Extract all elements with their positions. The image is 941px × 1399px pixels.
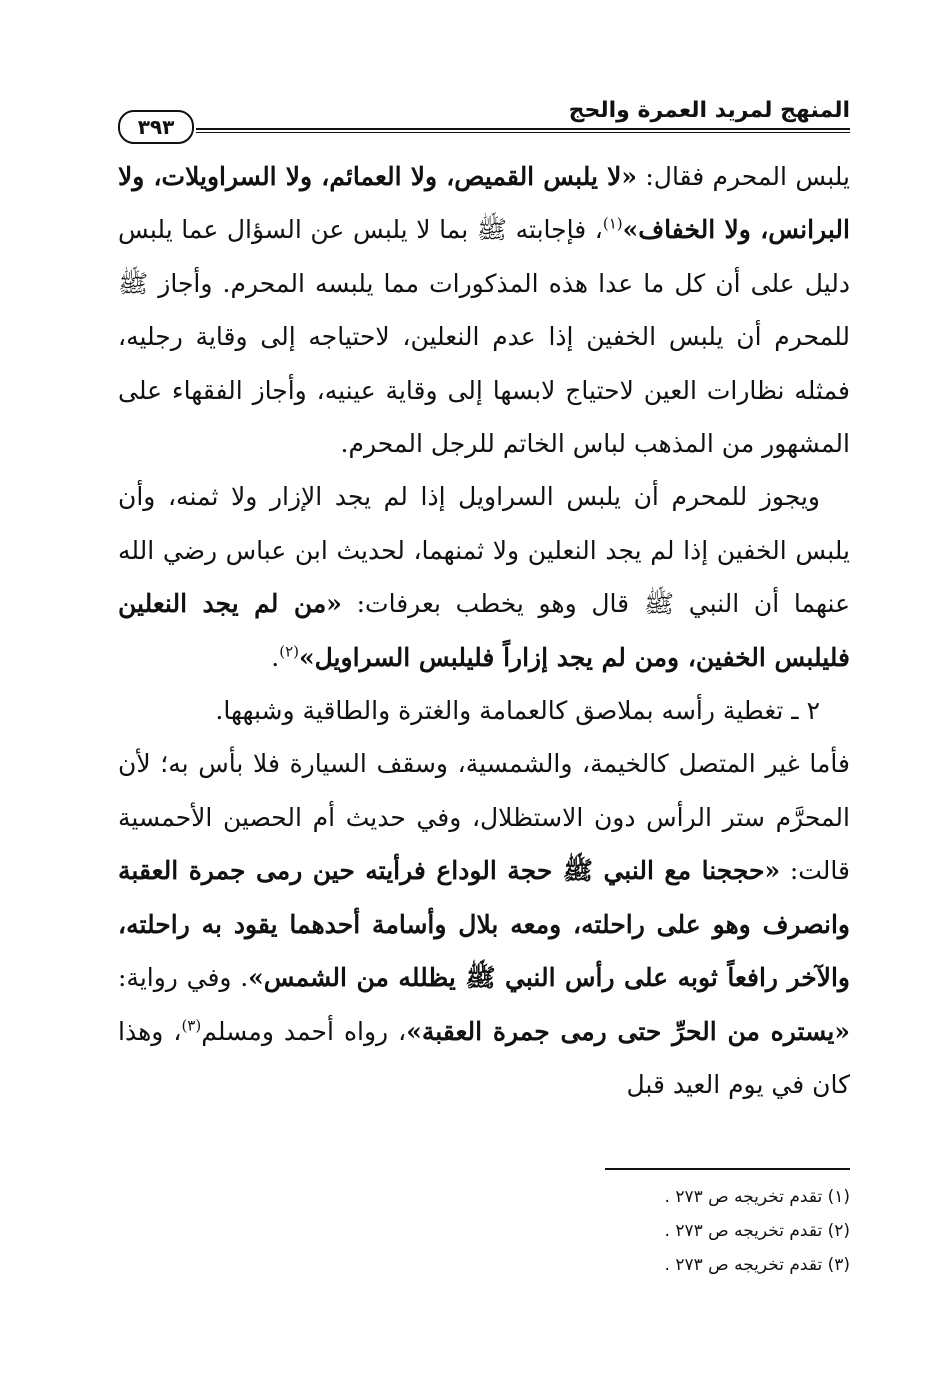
footnote-ref: (١) [602, 215, 623, 234]
page-header [118, 92, 850, 140]
text-run: ويجوز للمحرم أن يلبس السراويل إذا لم يجد الإزار ولا ثمنه، وأن يلبس الخفين إذا لم يجد النعلين ولا ثمنهما، لحديث ابن عباس رضي الله عنهما أن النبي ﷺ قال وهو يخطب بعرفات: [118, 482, 850, 619]
hadith-quote: «لا يلبس القميص، ولا العمائم، ولا السراويلات، ولا البرانس، ولا الخفاف» [118, 162, 850, 245]
text-run: . وفي رواية: [118, 963, 249, 993]
footnote: (٢) تقدم تخريجه ص ٢٧٣ . [664, 1221, 850, 1241]
footnote-divider [605, 1168, 850, 1170]
hadith-quote: «من لم يجد النعلين فليلبس الخفين، ومن لم يجد إزاراً فليلبس السراويل» [118, 589, 850, 672]
book-title: المنهج لمريد العمرة والحج [568, 98, 850, 123]
text-run: فأما غير المتصل كالخيمة، والشمسية، وسقف السيارة فلا بأس به؛ لأن المحرَّم ستر الرأس دون الاستظلال، وفي حديث أم الحصين الأحمسية قالت: [118, 749, 850, 886]
footnote: (١) تقدم تخريجه ص ٢٧٣ . [664, 1187, 850, 1207]
text-run: يلبس المحرم فقال: [636, 162, 851, 191]
header-rule [196, 128, 850, 130]
text-run: . [271, 642, 280, 672]
footnotes [450, 1180, 850, 1282]
footnote-ref: (٣) [181, 1016, 202, 1035]
paragraph-4 [118, 737, 850, 1111]
text-run: ، وهذا كان في يوم العيد قبل [118, 1016, 850, 1099]
hadith-quote: «يستره من الحرِّ حتى رمى جمرة العقبة» [406, 1016, 850, 1046]
main-text [118, 150, 850, 1111]
paragraph-1 [118, 150, 850, 470]
header-rule-thin [196, 132, 850, 133]
hadith-quote: «حججنا مع النبي ﷺ حجة الوداع فرأيته حين رمى جمرة العقبة وانصرف وهو على راحلته، ومعه بلال وأسامة أحدهما يقود به راحلته، والآخر رافعاً ثوبه على رأس النبي ﷺ يظلله من الشمس» [118, 856, 850, 993]
paragraph-2 [118, 470, 850, 684]
paragraph-3: ٢ ـ تغطية رأسه بملاصق كالعمامة والغترة والطاقية وشبهها. [215, 696, 820, 726]
text-run: ، رواه أحمد ومسلم [201, 1016, 407, 1046]
page-number: ٣٩٣ [118, 110, 194, 144]
footnote-ref: (٢) [279, 642, 299, 661]
footnote: (٣) تقدم تخريجه ص ٢٧٣ . [664, 1255, 850, 1275]
text-run: ، فإجابته ﷺ بما لا يلبس عن السؤال عما يلبس دليل على أن كل ما عدا هذه المذكورات مما يلبسه المحرم. وأجاز ﷺ للمحرم أن يلبس الخفين إذا عدم النعلين، لاحتياجه إلى وقاية رجليه، فمثله نظارات العين لاحتياج لابسها إلى وقاية عينيه، وأجاز الفقهاء على المشهور من المذهب لباس الخاتم للرجل المحرم. [118, 215, 850, 459]
